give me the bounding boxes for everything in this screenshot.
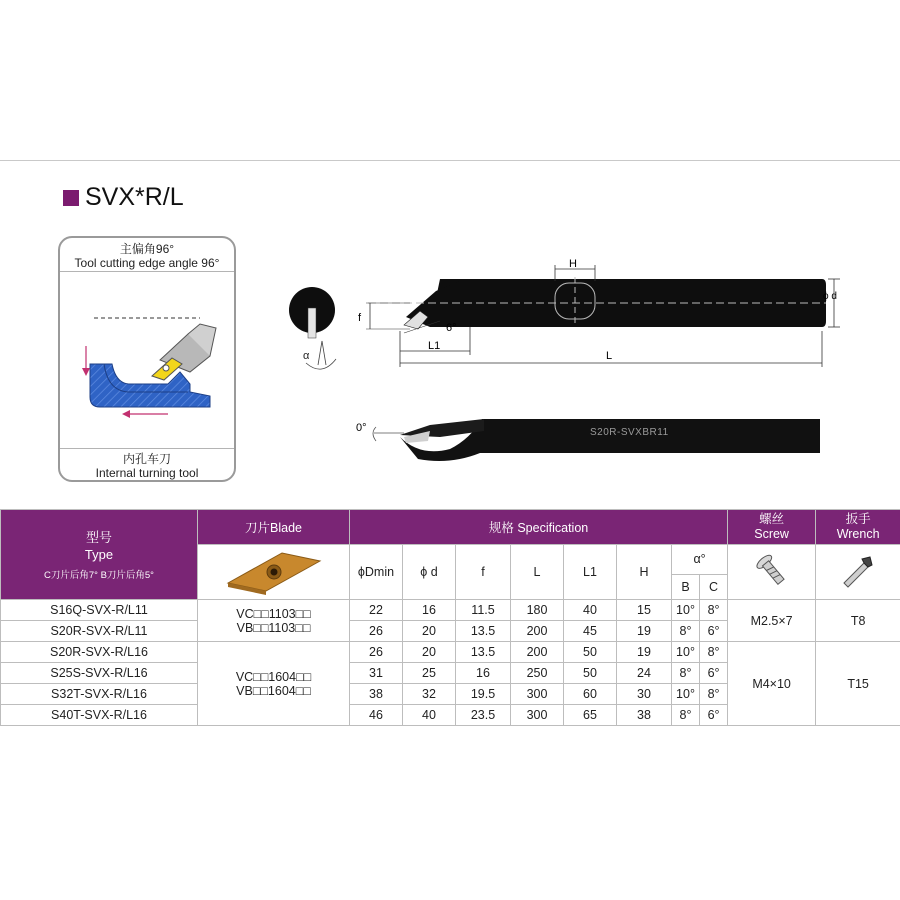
tool-type-caption (60, 448, 234, 480)
alpha-b-cell: 10° (672, 600, 700, 621)
f-cell: 13.5 (456, 642, 511, 663)
f-cell: 23.5 (456, 705, 511, 726)
alpha-header: α° (672, 545, 728, 575)
wrench-icon (838, 551, 878, 591)
H-cell: 19 (617, 642, 672, 663)
alpha-b-header: B (672, 574, 700, 599)
L1-cell: 50 (564, 663, 617, 684)
table-row (1, 600, 900, 621)
alpha-label: α (303, 350, 310, 362)
L-cell: 300 (511, 705, 564, 726)
blade-code-line2: VB□□1604□□ (236, 683, 311, 698)
alpha-c-cell: 6° (700, 663, 728, 684)
dmin-cell: 46 (350, 705, 403, 726)
d-cell: 20 (403, 642, 456, 663)
blade-code-line2: VB□□1103□□ (236, 620, 311, 635)
H-cell: 19 (617, 621, 672, 642)
alpha-c-cell: 8° (700, 684, 728, 705)
type-cell: S40T-SVX-R/L16 (1, 705, 198, 726)
dim-f-label: f (358, 312, 362, 324)
blade-group-2 (198, 642, 350, 726)
side-view-bar (368, 277, 826, 329)
dim-l-label: L (606, 350, 613, 362)
insert-icon (222, 547, 326, 597)
alpha-c-cell: 6° (700, 705, 728, 726)
title-text: SVX*R/L (85, 183, 184, 211)
screw-header-cn: 螺丝 (759, 512, 785, 526)
d-cell: 32 (403, 684, 456, 705)
zero-angle-label: 0° (356, 422, 367, 434)
H-cell: 30 (617, 684, 672, 705)
type-cell: S32T-SVX-R/L16 (1, 684, 198, 705)
f-cell: 11.5 (456, 600, 511, 621)
cutting-angle-cn: 主偏角96° (119, 242, 175, 256)
screw-image-cell (728, 545, 816, 600)
f-header: f (456, 545, 511, 600)
cutting-angle-card (58, 236, 236, 482)
wrench-image-cell (816, 545, 900, 600)
alpha-c-header: C (700, 574, 728, 599)
wrench-cell: T15 (816, 642, 900, 726)
screw-header (728, 510, 816, 545)
tool-type-en: Internal turning tool (95, 466, 199, 480)
L-cell: 200 (511, 642, 564, 663)
table-row (1, 642, 900, 663)
alpha-b-cell: 10° (672, 684, 700, 705)
dmin-cell: 22 (350, 600, 403, 621)
angle-6-label: 6° (446, 322, 457, 334)
d-cell: 20 (403, 621, 456, 642)
alpha-b-cell: 8° (672, 663, 700, 684)
dmin-cell: 26 (350, 642, 403, 663)
wrench-header (816, 510, 900, 545)
internal-turning-illustration (60, 272, 234, 442)
blade-code-line1: VC□□1604□□ (235, 669, 312, 684)
type-header-note: C刀片后角7° B刀片后角5° (43, 569, 154, 581)
L1-cell: 65 (564, 705, 617, 726)
f-cell: 13.5 (456, 621, 511, 642)
alpha-c-cell: 8° (700, 642, 728, 663)
d-cell: 25 (403, 663, 456, 684)
end-view (289, 287, 336, 369)
blade-code-line1: VC□□1103□□ (236, 606, 311, 621)
tool-technical-drawing (270, 255, 850, 485)
cutting-angle-caption (60, 238, 234, 272)
f-cell: 19.5 (456, 684, 511, 705)
wrench-cell: T8 (816, 600, 900, 642)
dim-h-label: H (569, 258, 577, 270)
screw-icon (752, 551, 792, 591)
dmin-header: ϕDmin (350, 545, 403, 600)
type-header-cn: 型号 (85, 529, 112, 545)
alpha-b-cell: 8° (672, 621, 700, 642)
H-cell: 15 (617, 600, 672, 621)
dmin-cell: 26 (350, 621, 403, 642)
H-cell: 24 (617, 663, 672, 684)
f-cell: 16 (456, 663, 511, 684)
L-cell: 300 (511, 684, 564, 705)
type-cell: S20R-SVX-R/L11 (1, 621, 198, 642)
L1-cell: 40 (564, 600, 617, 621)
L1-cell: 50 (564, 642, 617, 663)
L-cell: 200 (511, 621, 564, 642)
L1-header: L1 (564, 545, 617, 600)
title-square-icon (63, 190, 79, 206)
tool-photo (356, 419, 820, 461)
screw-cell: M4×10 (728, 642, 816, 726)
H-cell: 38 (617, 705, 672, 726)
L1-cell: 45 (564, 621, 617, 642)
dim-l1-label: L1 (428, 340, 441, 352)
L-cell: 250 (511, 663, 564, 684)
wrench-header-cn: 扳手 (845, 512, 871, 526)
d-header: ϕ d (403, 545, 456, 600)
dmin-cell: 38 (350, 684, 403, 705)
type-cell: S16Q-SVX-R/L11 (1, 600, 198, 621)
screw-cell: M2.5×7 (728, 600, 816, 642)
type-header-en: Type (84, 546, 114, 562)
blade-group-1 (198, 600, 350, 642)
page-title (63, 183, 184, 212)
bar-engraving: S20R-SVXBR11 (590, 427, 669, 438)
alpha-b-cell: 8° (672, 705, 700, 726)
dmin-cell: 31 (350, 663, 403, 684)
alpha-c-cell: 6° (700, 621, 728, 642)
tool-holder-icon (152, 324, 216, 380)
screw-header-en: Screw (754, 527, 789, 541)
L1-cell: 60 (564, 684, 617, 705)
d-cell: 16 (403, 600, 456, 621)
blade-image-cell (198, 545, 350, 600)
type-cell: S25S-SVX-R/L16 (1, 663, 198, 684)
alpha-c-cell: 8° (700, 600, 728, 621)
alpha-b-cell: 10° (672, 642, 700, 663)
type-cell: S20R-SVX-R/L16 (1, 642, 198, 663)
spec-header: 规格 Specification (350, 510, 728, 545)
spec-table (0, 509, 900, 726)
L-cell: 180 (511, 600, 564, 621)
d-cell: 40 (403, 705, 456, 726)
H-header: H (617, 545, 672, 600)
wrench-header-en: Wrench (836, 527, 880, 541)
type-header (1, 510, 198, 600)
tool-type-cn: 内孔车刀 (122, 452, 171, 466)
dim-d-label: ϕ d (823, 291, 837, 302)
blade-header: 刀片Blade (198, 510, 350, 545)
cutting-angle-en: Tool cutting edge angle 96° (74, 256, 220, 270)
L-header: L (511, 545, 564, 600)
